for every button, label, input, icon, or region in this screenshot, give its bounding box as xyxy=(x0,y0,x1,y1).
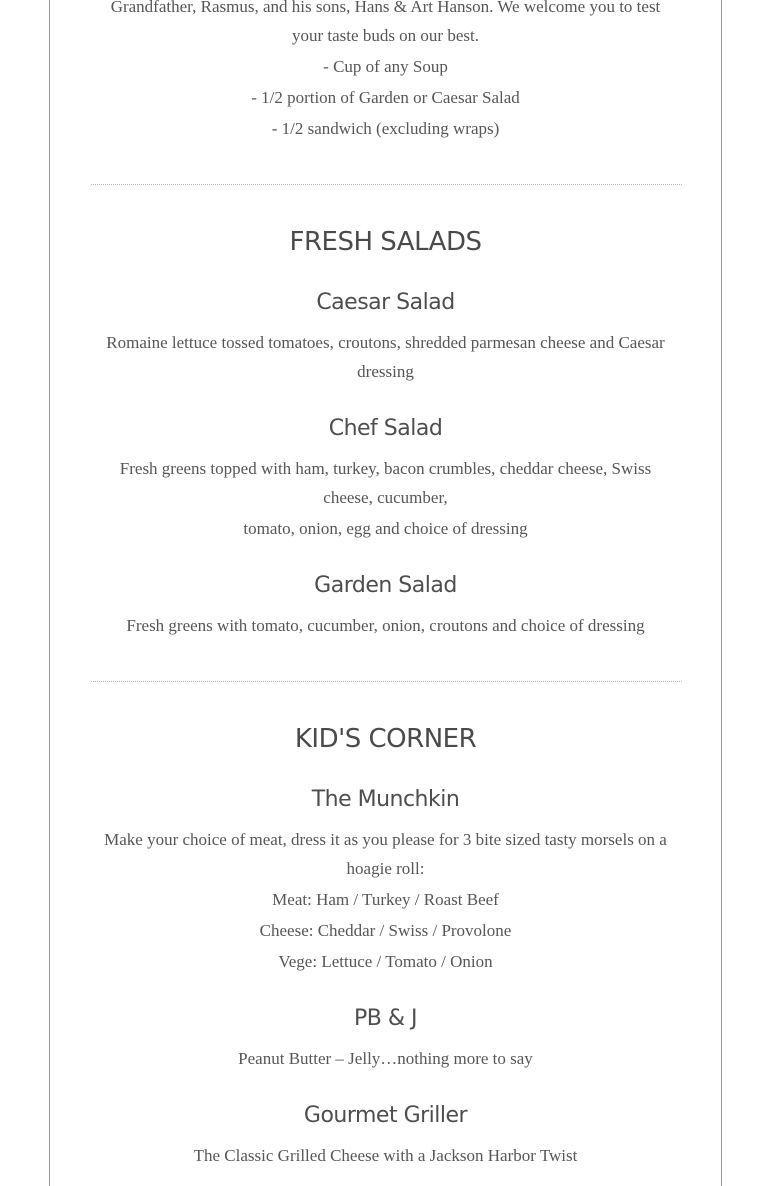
intro-text-line: your taste buds on our best. xyxy=(292,26,479,45)
item-description: tomato, onion, egg and choice of dressing xyxy=(243,519,528,538)
item-description: dressing xyxy=(357,362,414,381)
combo-option: - 1/2 portion of Garden or Caesar Salad xyxy=(251,88,520,107)
menu-page xyxy=(49,0,722,1186)
item-description: Fresh greens with tomato, cucumber, onion, croutons and choice of dressing xyxy=(126,616,645,635)
item-title-gourmet-griller: Gourmet Griller xyxy=(303,1103,468,1128)
item-title-garden-salad: Garden Salad xyxy=(314,573,457,598)
item-description: The Classic Grilled Cheese with a Jackson Harbor Twist xyxy=(193,1146,578,1165)
section-title-fresh-salads: FRESH SALADS xyxy=(289,227,482,257)
item-description: hoagie roll: xyxy=(346,859,425,878)
section-title-kids-corner: KID'S CORNER xyxy=(294,724,477,754)
item-title-chef-salad: Chef Salad xyxy=(328,416,443,441)
item-description: Cheese: Cheddar / Swiss / Provolone xyxy=(259,921,512,940)
combo-option: - 1/2 sandwich (excluding wraps) xyxy=(271,119,500,138)
item-title-the-munchkin: The Munchkin xyxy=(311,787,460,812)
item-description: Peanut Butter – Jelly…nothing more to say xyxy=(238,1049,533,1068)
section-divider xyxy=(91,184,682,185)
item-description: cheese, cucumber, xyxy=(323,488,448,507)
item-description: Fresh greens topped with ham, turkey, bacon crumbles, cheddar cheese, Swiss xyxy=(119,459,652,478)
item-description: Meat: Ham / Turkey / Roast Beef xyxy=(272,890,499,909)
intro-text-line: Grandfather, Rasmus, and his sons, Hans & Art Hanson. We welcome you to test xyxy=(110,0,661,16)
item-description: Make your choice of meat, dress it as you please for 3 bite sized tasty morsels on a xyxy=(104,830,667,849)
item-description: Romaine lettuce tossed tomatoes, croutons, shredded parmesan cheese and Caesar xyxy=(106,333,665,352)
item-title-caesar-salad: Caesar Salad xyxy=(316,290,455,315)
item-description: Vege: Lettuce / Tomato / Onion xyxy=(278,952,493,971)
section-divider xyxy=(91,681,682,682)
item-title-pb-and-j: PB & J xyxy=(354,1006,417,1031)
combo-option: - Cup of any Soup xyxy=(323,57,448,76)
